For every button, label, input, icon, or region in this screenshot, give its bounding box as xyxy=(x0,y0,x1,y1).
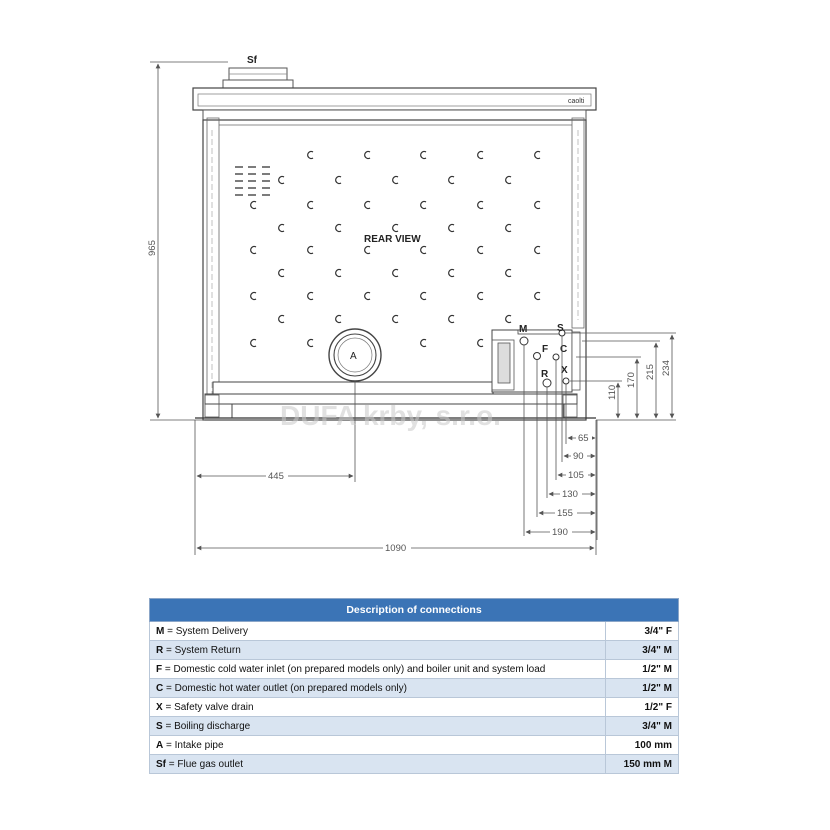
port-m xyxy=(520,337,528,345)
dim-horizontal-90: 90 xyxy=(573,451,584,462)
table-row xyxy=(150,622,679,641)
connection-size: 1/2" M xyxy=(606,660,679,679)
dim-width: 1090 xyxy=(385,543,407,554)
label-s: S xyxy=(557,323,564,334)
connection-code: F xyxy=(156,663,163,675)
connection-text: = Boiling discharge xyxy=(162,720,251,732)
connection-code: X xyxy=(156,701,163,713)
connection-code: R xyxy=(156,644,164,656)
connection-description xyxy=(150,736,606,755)
label-x: X xyxy=(561,365,568,376)
connection-text: = System Return xyxy=(163,644,241,656)
connection-description xyxy=(150,698,606,717)
connection-text: = Flue gas outlet xyxy=(166,758,243,770)
connection-description xyxy=(150,755,606,774)
connection-code: A xyxy=(156,739,164,751)
label-r: R xyxy=(541,369,549,380)
connection-code: S xyxy=(156,720,163,732)
intake-label: A xyxy=(350,351,357,362)
connections-table xyxy=(149,598,679,774)
connection-description xyxy=(150,622,606,641)
dim-vertical-170: 170 xyxy=(626,372,637,388)
dim-intake: 445 xyxy=(268,471,284,482)
width-dimension xyxy=(195,420,596,555)
table-title: Description of connections xyxy=(150,599,679,622)
dim-vertical-234: 234 xyxy=(661,360,672,376)
label-m: M xyxy=(519,324,528,335)
port-f xyxy=(534,353,541,360)
connection-size: 1/2" M xyxy=(606,679,679,698)
watermark: DUFA krby, s.r.o. xyxy=(280,400,501,431)
connection-size: 150 mm M xyxy=(606,755,679,774)
dim-height: 965 xyxy=(147,240,158,256)
dim-horizontal-190: 190 xyxy=(552,527,568,538)
label-f: F xyxy=(542,344,549,355)
view-label: REAR VIEW xyxy=(364,234,421,245)
table-row xyxy=(150,736,679,755)
connection-text: = Intake pipe xyxy=(163,739,224,751)
table-row xyxy=(150,755,679,774)
table-row xyxy=(150,641,679,660)
table-row xyxy=(150,679,679,698)
connection-block xyxy=(492,330,580,392)
connection-text: = System Delivery xyxy=(164,625,248,637)
dim-horizontal-105: 105 xyxy=(568,470,584,481)
connection-size: 3/4" M xyxy=(606,641,679,660)
table-row xyxy=(150,698,679,717)
flue-outlet xyxy=(223,68,293,88)
table-row xyxy=(150,660,679,679)
connection-code: Sf xyxy=(156,758,166,770)
connection-size: 1/2" F xyxy=(606,698,679,717)
label-c: C xyxy=(560,344,568,355)
brand-plate: caolti xyxy=(568,98,585,105)
connection-description xyxy=(150,679,606,698)
connection-size: 100 mm xyxy=(606,736,679,755)
connection-size: 3/4" M xyxy=(606,717,679,736)
dim-vertical-215: 215 xyxy=(645,364,656,380)
connection-code: M xyxy=(156,625,165,637)
connection-text: = Safety valve drain xyxy=(162,701,254,713)
dim-horizontal-155: 155 xyxy=(557,508,573,519)
dim-horizontal-130: 130 xyxy=(562,489,578,500)
connection-code: C xyxy=(156,682,164,694)
port-r xyxy=(543,379,551,387)
port-x xyxy=(563,378,569,384)
dim-horizontal-65: 65 xyxy=(578,433,589,444)
top-housing xyxy=(193,88,596,120)
dim-vertical-110: 110 xyxy=(607,384,618,400)
connection-description xyxy=(150,660,606,679)
connection-description xyxy=(150,717,606,736)
connection-description xyxy=(150,641,606,660)
connection-text: = Domestic hot water outlet (on prepared models only) xyxy=(163,682,407,694)
connection-size: 3/4" F xyxy=(606,622,679,641)
flue-label: Sf xyxy=(247,55,257,66)
port-c xyxy=(553,354,559,360)
table-row xyxy=(150,717,679,736)
connection-text: = Domestic cold water inlet (on prepared models only) and boiler unit and system load xyxy=(162,663,546,675)
